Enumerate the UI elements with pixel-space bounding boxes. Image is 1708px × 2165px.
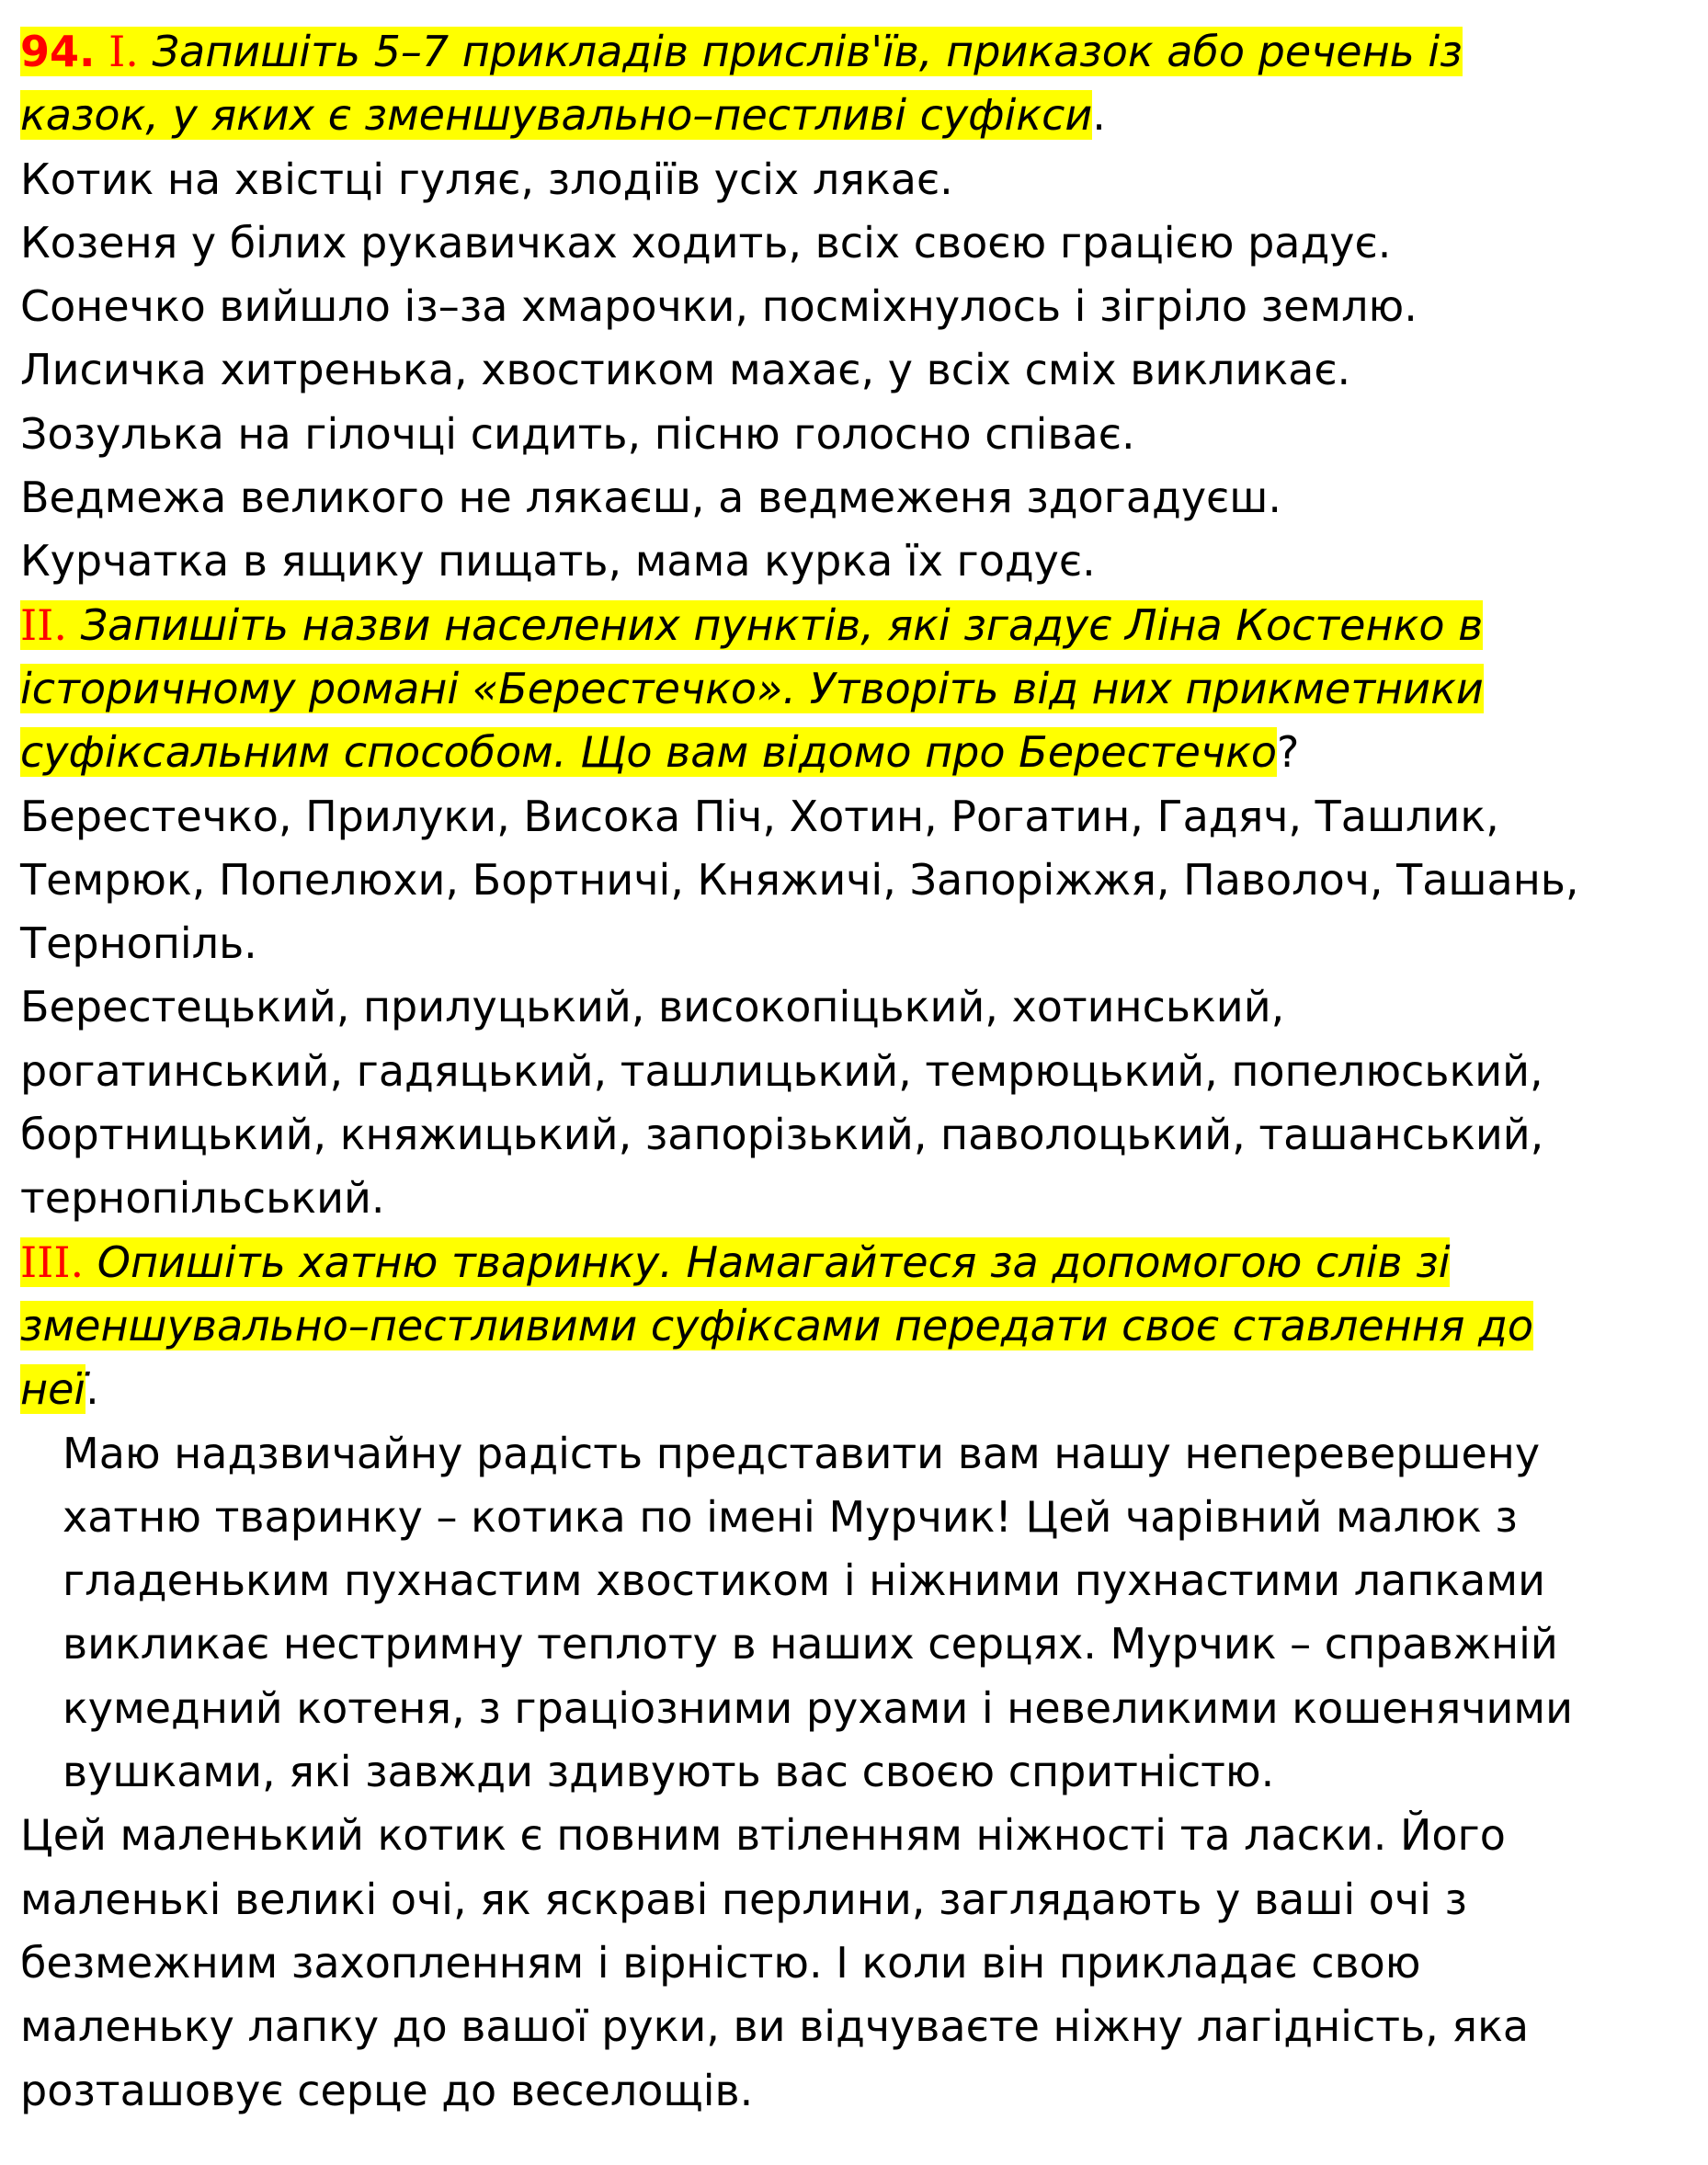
task3-paragraph1-line: Маю надзвичайну радість представити вам нашу неперевершену <box>63 1428 1541 1478</box>
task3-paragraph1-line: вушками, які завжди здивують вас своєю спритністю. <box>63 1747 1275 1797</box>
task1-prompt-text: Запишіть 5–7 прикладів прислів'їв, приказок або речень із <box>152 27 1463 76</box>
task3-prompt-line-2 <box>20 1294 1693 1358</box>
task2-prompt-highlight: історичному романі «Берестечко». Утворіть від них прикметники <box>20 663 1484 713</box>
task1-answer-line: Ведмежа великого не лякаєш, а ведмеженя здогадуєш. <box>20 473 1282 523</box>
task3-paragraph1-line: кумедний котеня, з граціозними рухами і невеликими кошенячими <box>63 1682 1574 1733</box>
task3-prompt-highlight <box>20 1237 1450 1287</box>
task1-roman-numeral: I. <box>108 27 139 76</box>
task2-prompt-line-3 <box>20 721 1693 784</box>
task3-paragraph2-line: безмежним захопленням і вірністю. І коли він прикладає свою <box>20 1937 1421 1988</box>
task1-prompt-highlight: казок, у яких є зменшувально–пестливі суфікси <box>20 90 1093 141</box>
task-number: 94. <box>20 27 96 76</box>
task1-answer-line: Лисичка хитренька, хвостиком махає, у всіх сміх викликає. <box>20 345 1351 395</box>
task1-prompt-end: . <box>1092 90 1106 141</box>
task3-paragraph1-line: гладеньким пухнастим хвостиком і ніжними пухнастими лапками <box>63 1555 1545 1606</box>
task3-prompt-line-3 <box>20 1358 1693 1421</box>
task2-prompt-text: Запишіть назви населених пунктів, які згадує Ліна Костенко в <box>80 599 1484 650</box>
task2-places-line: Берестечко, Прилуки, Висока Піч, Хотин, Рогатин, Гадяч, Ташлик, <box>20 791 1499 841</box>
task1-prompt-line-1 <box>20 20 1693 84</box>
task3-paragraph1-line: хатню тваринку – котика по імені Мурчик! Цей чарівний малюк з <box>63 1491 1518 1542</box>
task2-adjectives-line: Берестецький, прилуцький, високопіцький, хотинський, <box>20 982 1285 1032</box>
task3-paragraph2-line: маленьку лапку до вашої руки, ви відчуваєте ніжну лагідність, яка <box>20 2001 1530 2052</box>
task2-places-line: Темрюк, Попелюхи, Бортничі, Княжичі, Запоріжжя, Паволоч, Ташань, <box>20 854 1579 905</box>
task3-paragraph2-line: Цей маленький котик є повним втіленням ніжності та ласки. Його <box>20 1810 1506 1861</box>
task3-prompt-text: Опишіть хатню тваринку. Намагайтеся за допомогою слів зі <box>97 1236 1451 1287</box>
task3-prompt-end: . <box>85 1364 99 1415</box>
task3-prompt-line-1 <box>20 1231 1693 1294</box>
task3-roman-numeral: III. <box>20 1236 85 1287</box>
task3-paragraph2-line: розташовує серце до веселощів. <box>20 2065 754 2115</box>
task1-answer-line: Зозулька на гілочці сидить, пісню голосно співає. <box>20 408 1135 459</box>
document-page <box>20 20 1693 2123</box>
task2-adjectives-line: бортницький, княжицький, запорізький, паволоцький, ташанський, <box>20 1110 1544 1160</box>
task2-roman-numeral: II. <box>20 599 67 650</box>
task2-prompt-line-1 <box>20 594 1693 657</box>
task1-prompt-line-2 <box>20 84 1693 147</box>
task1-answer-line: Курчатка в ящику пищать, мама курка їх годує. <box>20 536 1096 587</box>
task3-prompt-highlight: зменшувально–пестливими суфіксами передати своє ставлення до <box>20 1300 1534 1350</box>
task2-prompt-highlight <box>20 600 1483 650</box>
task3-paragraph2-line: маленькі великі очі, як яскраві перлини, заглядають у ваші очі з <box>20 1874 1467 1924</box>
task2-prompt-end: ? <box>1277 727 1300 778</box>
task1-answer-line: Котик на хвістці гуляє, злодіїв усіх лякає. <box>20 154 953 204</box>
task2-prompt-highlight: суфіксальним способом. Що вам відомо про Берестечко <box>20 727 1277 778</box>
task2-adjectives-line: тернопільський. <box>20 1173 385 1224</box>
task2-prompt-line-2 <box>20 657 1693 721</box>
task2-places-line: Тернопіль. <box>20 918 257 969</box>
task3-paragraph1-line: викликає нестримну теплоту в наших серцях. Мурчик – справжній <box>63 1619 1558 1669</box>
task1-prompt-highlight <box>20 27 1463 76</box>
task3-prompt-highlight: неї <box>20 1364 86 1415</box>
task2-adjectives-line: рогатинський, гадяцький, ташлицький, темрюцький, попелюський, <box>20 1045 1543 1096</box>
task1-answer-line: Козеня у білих рукавичках ходить, всіх своєю грацією радує. <box>20 217 1392 268</box>
task1-answer-line: Сонечко вийшло із–за хмарочки, посміхнулось і зігріло землю. <box>20 281 1418 332</box>
